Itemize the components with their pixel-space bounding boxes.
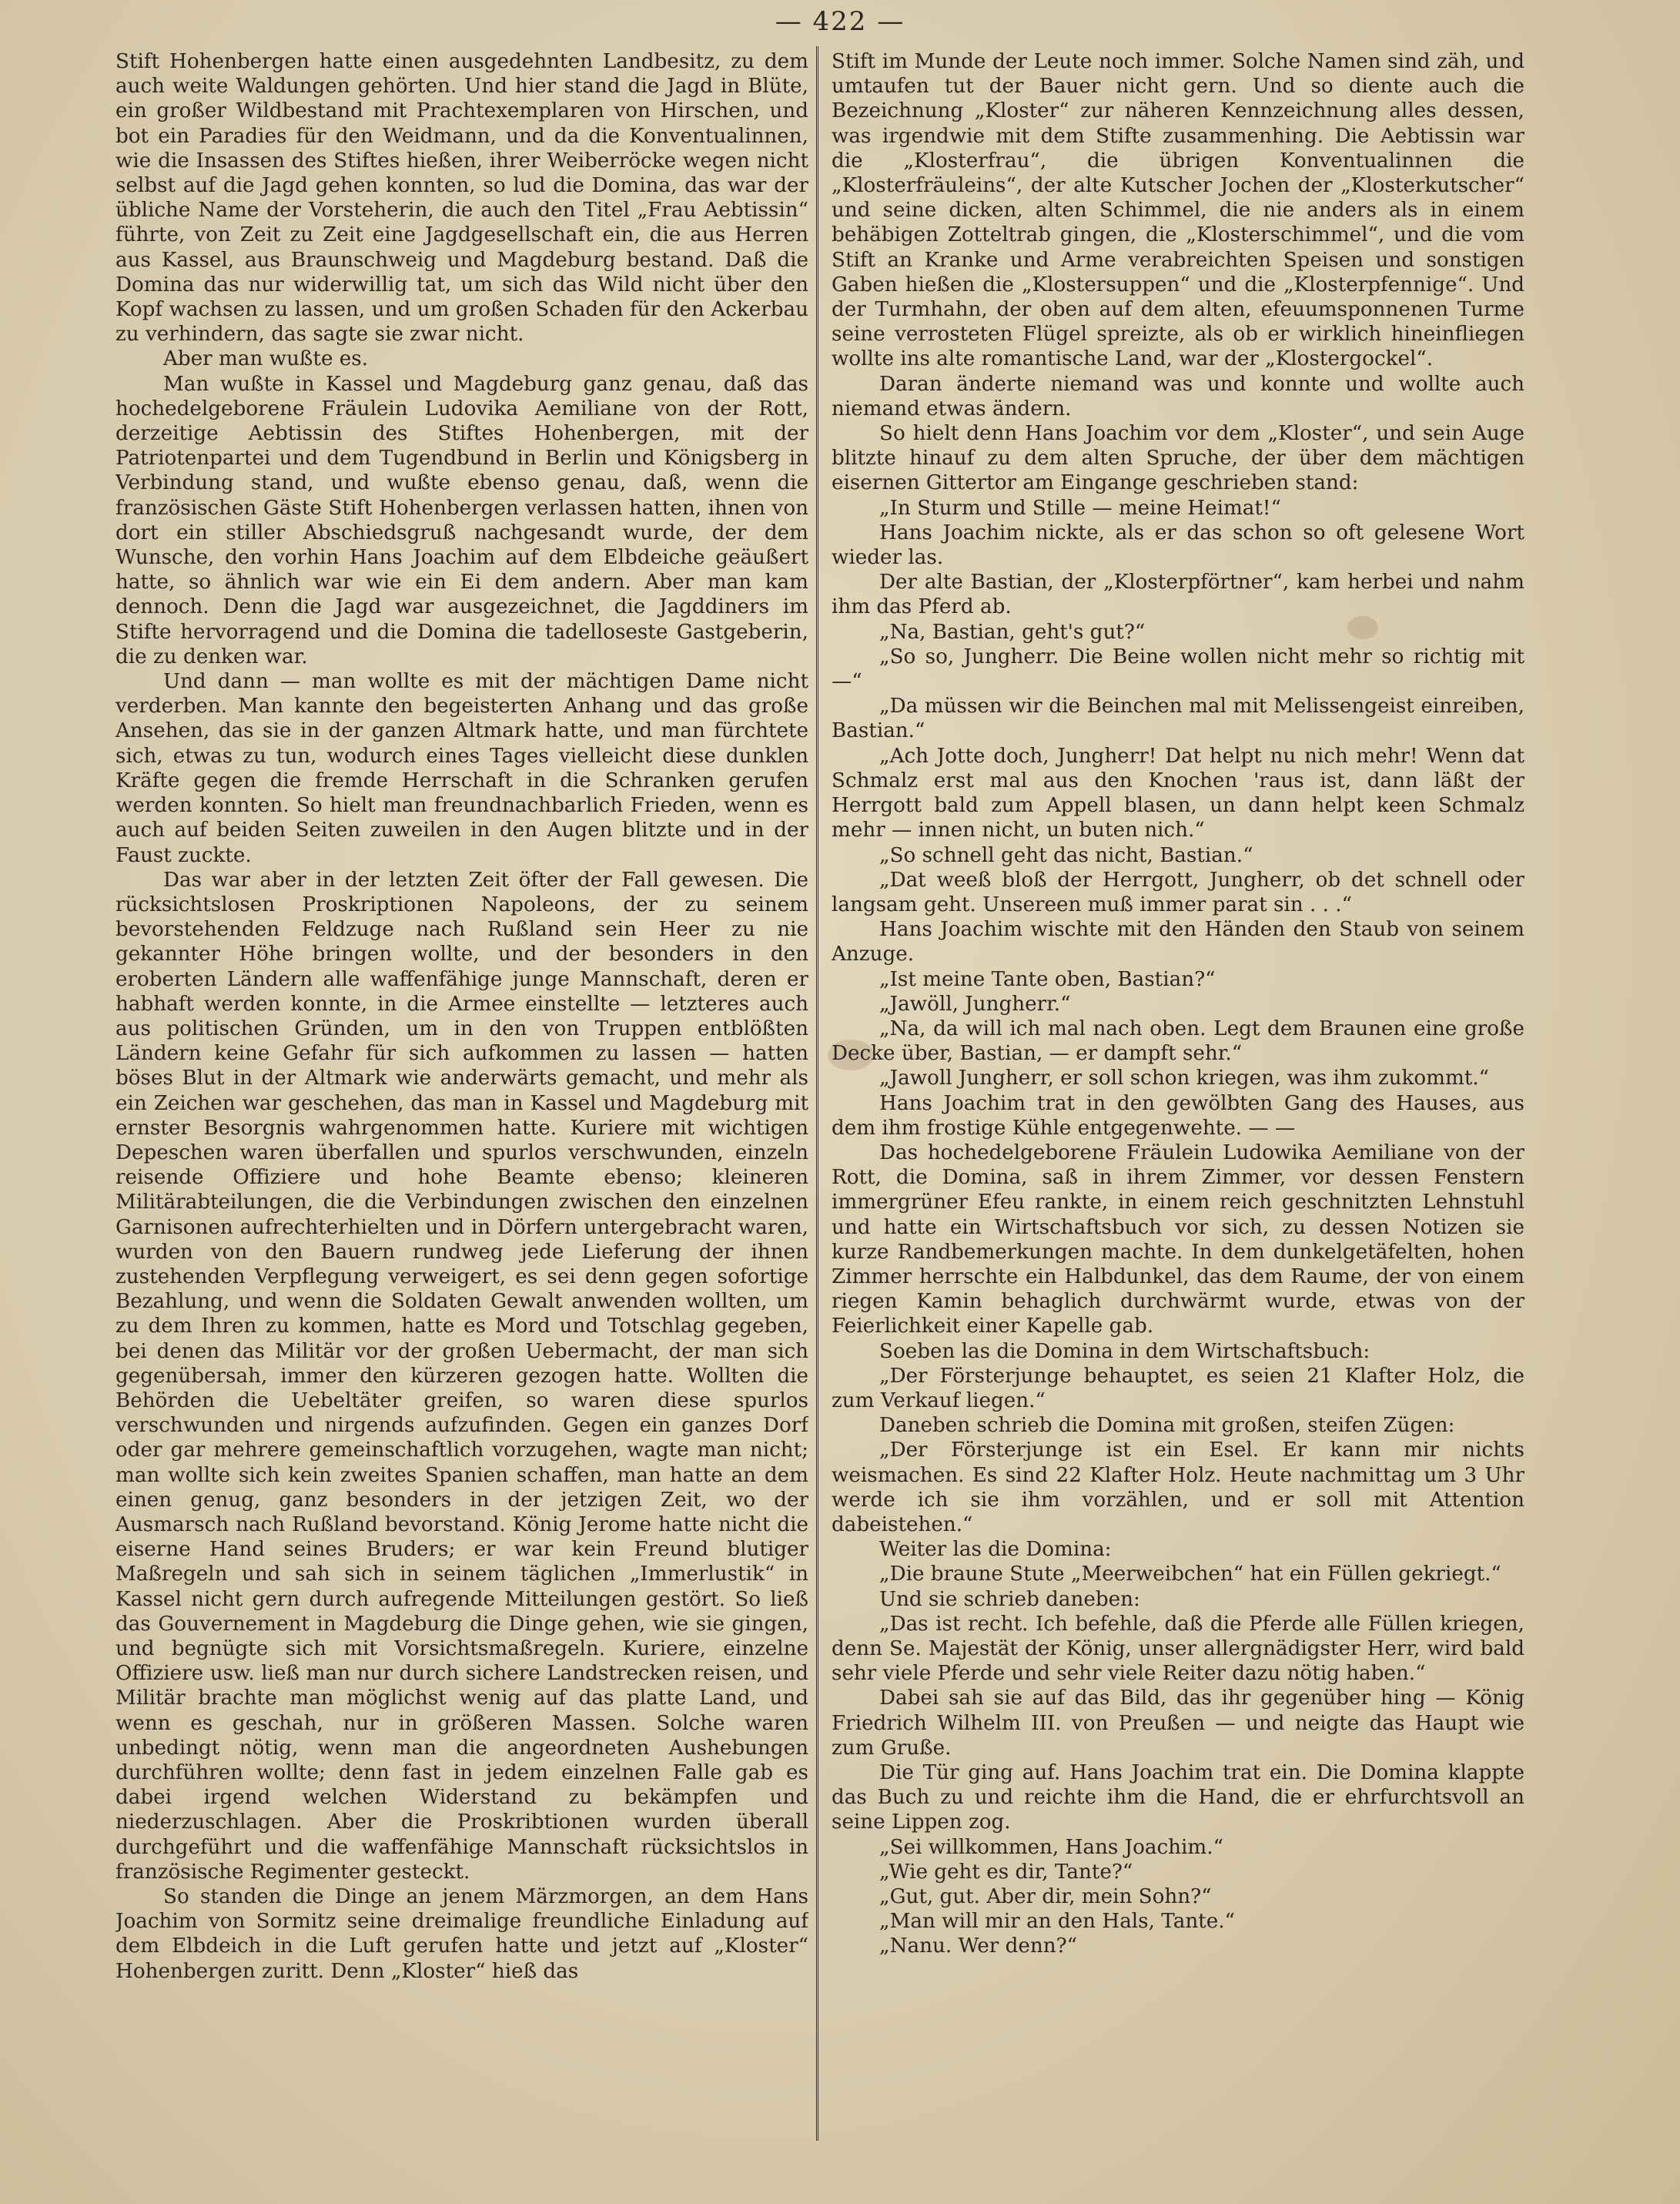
paragraph: Man wußte in Kassel und Magdeburg ganz genau, daß das hochedelgeborene Fräulein Ludovika Aemiliane von der Rott, derzeitige Aebtissin des Stiftes Hohenbergen, mit der Patriotenpartei und dem Tugendbund in Berlin und Königsberg in Verbindung stand, und wußte ebenso genau, daß, wenn die französischen Gäste Stift Hohenbergen verlassen hatten, ihnen von dort ein stiller Abschiedsgruß nachgesandt wurde, der dem Wunsche, den vorhin Hans Joachim auf dem Elbdeiche geäußert hatte, so ähnlich war wie ein Ei dem andern. Aber man kam dennoch. Denn die Jagd war ausgezeichnet, die Jagddiners im Stifte hervorragend und die Domina die tadelloseste Gastgeberin, die zu denken war. bbox=[115, 372, 808, 668]
paragraph: „Der Försterjunge ist ein Esel. Er kann mir nichts weismachen. Es sind 22 Klafter Holz. Heute nachmittag um 3 Uhr werde ich sie ihm vorzählen, und er soll mit Attention dabeistehen.“ bbox=[832, 1439, 1524, 1536]
paragraph: „Na, Bastian, geht's gut?“ bbox=[879, 620, 1146, 644]
paragraph: Und sie schrieb daneben: bbox=[879, 1587, 1140, 1611]
paragraph: So hielt denn Hans Joachim vor dem „Kloster“, und sein Auge blitzte hinauf zu dem alten Spruche, der über dem mächtigen eisernen Gittertor am Eingange geschrieben stand: bbox=[832, 422, 1524, 495]
paragraph: Soeben las die Domina in dem Wirtschaftsbuch: bbox=[879, 1339, 1370, 1363]
paragraph: Die Tür ging auf. Hans Joachim trat ein. Die Domina klappte das Buch zu und reichte ihm die Hand, die er ehrfurchtsvoll an seine Lippen zog. bbox=[832, 1761, 1524, 1834]
paragraph: Aber man wußte es. bbox=[163, 347, 369, 371]
paragraph: „Man will mir an den Hals, Tante.“ bbox=[879, 1910, 1235, 1934]
paragraph: „Da müssen wir die Beinchen mal mit Melissengeist einreiben, Bastian.“ bbox=[832, 695, 1524, 743]
paragraph: Das hochedelgeborene Fräulein Ludowika Aemiliane von der Rott, die Domina, saß in ihrem Zimmer, vor dessen Fenstern immergrüner Efeu rankte, in einem reich geschnitzten Lehnstuhl und hatte ein Wirtschaftsbuch vor sich, zu dessen Notizen sie kurze Randbemerkungen machte. In dem dunkelgetäfelten, hohen Zimmer herrschte ein Halbdunkel, das dem Raume, der von einem riegen Kamin behaglich durchwärmt wurde, etwas von der Feierlichkeit einer Kapelle gab. bbox=[832, 1141, 1524, 1338]
paragraph: „Wie geht es dir, Tante?“ bbox=[879, 1860, 1133, 1884]
paragraph: Das war aber in der letzten Zeit öfter der Fall gewesen. Die rücksichtslosen Proskriptionen Napoleons, der zu seinem bevorstehenden Feldzuge nach Rußland sein Heer zu nie gekannter Höhe bringen wollte, und der besonders in den eroberten Ländern alle waffenfähige junge Mannschaft, deren er habhaft werden konnte, in die Armee einstellte — letzteres auch aus politischen Gründen, um in den von Truppen entblößten Ländern keine Gefahr für sich aufkommen zu lassen — hatten böses Blut in der Altmark wie anderwärts gemacht, und mehr als ein Zeichen war geschehen, das man in Kassel und Magdeburg mit ernster Besorgnis wahrgenommen hatte. Kuriere mit wichtigen Depeschen waren überfallen und spurlos verschwunden, einzeln reisende Offiziere und hohe Beamte ebenso; kleineren Militärabteilungen, die die Verbindungen zwischen den einzelnen Garnisonen aufrechterhielten und in Dörfern untergebracht waren, wurden von den Bauern rundweg jede Lieferung der ihnen zustehenden Verpflegung verweigert, es sei denn gegen sofortige Bezahlung, und wenn die Soldaten Gewalt anwenden wollten, um zu dem Ihren zu kommen, hatte es Mord und Totschlag gegeben, bei denen das Militär vor der großen Uebermacht, der man sich gegenübersah, immer den kürzeren gezogen hatte. Wollten die Behörden die Uebeltäter greifen, so waren diese spurlos verschwunden und nirgends aufzufinden. Gegen ein ganzes Dorf oder gar mehrere gemeinschaftlich vorzugehen, wagte man nicht; man wollte sich kein zweites Spanien schaffen, man hatte an dem einen genug, ganz besonders in der jetzigen Zeit, wo der Ausmarsch nach Rußland bevorstand. König Jerome hatte nicht die eiserne Hand seines Bruders; er war kein Freund blutiger Maßregeln und sah sich in seinem täglichen „Immerlustik“ in Kassel nicht gern durch aufregende Mitteilungen gestört. So ließ das Gouvernement in Magdeburg die Dinge gehen, wie sie gingen, und begnügte sich mit Vorsichtsmaßregeln. Kuriere, einzelne Offiziere usw. ließ man nur durch sichere Landstrecken reisen, und Militär brachte man möglichst wenig auf das platte Land, und wenn es geschah, nur in größeren Massen. Solche waren unbedingt nötig, wenn man die angeordneten Aushebungen durchführen wollte; denn fast in jedem einzelnen Falle gab es dabei irgend welchen Widerstand zu bekämpfen und niederzuschlagen. Aber die Proskribtionen wurden überall durchgeführt und die waffenfähige Mannschaft rücksichtslos in französische Regimenter gesteckt. bbox=[115, 868, 808, 1884]
paragraph: „Gut, gut. Aber dir, mein Sohn?“ bbox=[879, 1885, 1212, 1909]
paragraph: „In Sturm und Stille — meine Heimat!“ bbox=[879, 496, 1281, 520]
paragraph: „Sei willkommen, Hans Joachim.“ bbox=[879, 1835, 1223, 1859]
paragraph: Hans Joachim nickte, als er das schon so oft gelesene Wort wieder las. bbox=[832, 521, 1524, 570]
right-column bbox=[832, 49, 1524, 2144]
paragraph: „Der Försterjunge behauptet, es seien 21 Klafter Holz, die zum Verkauf liegen.“ bbox=[832, 1364, 1524, 1412]
left-column bbox=[115, 49, 808, 2144]
paragraph: Stift im Munde der Leute noch immer. Solche Namen sind zäh, und umtaufen tut der Bauer nicht gern. Und so diente auch die Bezeichnung „Kloster“ zur näheren Kennzeichnung alles dessen, was irgendwie mit dem Stifte zusammenhing. Die Aebtissin war die „Klosterfrau“, die übrigen Konventualinnen die „Klosterfräuleins“, der alte Kutscher Jochen der „Klosterkutscher“ und seine dicken, alten Schimmel, die nie anders als in einem behäbigen Zotteltrab gingen, die „Klosterschimmel“, und die vom Stift an Kranke und Arme verabreichten Speisen und sonstigen Gaben hießen die „Klostersuppen“ und die „Klosterpfennige“. Und der Turmhahn, der oben auf dem alten, efeuumsponnenen Turme seine verrosteten Flügel spreizte, als ob er wirklich hineinfliegen wollte ins alte romantische Land, war der „Klostergockel“. bbox=[832, 50, 1524, 371]
paragraph: Hans Joachim trat in den gewölbten Gang des Hauses, aus dem ihm frostige Kühle entgegenwehte. — — bbox=[832, 1091, 1524, 1140]
paragraph: „Jawoll Jungherr, er soll schon kriegen, was ihm zukommt.“ bbox=[879, 1067, 1490, 1090]
paragraph: „Jawöll, Jungherr.“ bbox=[879, 992, 1071, 1016]
page-number: — 422 — bbox=[775, 6, 905, 37]
paragraph: „Ach Jotte doch, Jungherr! Dat helpt nu nich mehr! Wenn dat Schmalz erst mal aus den Knochen 'raus ist, dann läßt der Herrgott bald zum Appell blasen, un dann helpt keen Schmalz mehr — innen nicht, un buten nich.“ bbox=[832, 744, 1524, 842]
paragraph: „Das ist recht. Ich befehle, daß die Pferde alle Füllen kriegen, denn Se. Majestät der König, unser allergnädigster Herr, wird bald sehr viele Pferde und sehr viele Reiter dazu nötig haben.“ bbox=[832, 1612, 1524, 1686]
paragraph: Der alte Bastian, der „Klosterpförtner“, kam herbei und nahm ihm das Pferd ab. bbox=[832, 571, 1524, 619]
paragraph: Dabei sah sie auf das Bild, das ihr gegenüber hing — König Friedrich Wilhelm III. von Preußen — und neigte das Haupt wie zum Gruße. bbox=[832, 1686, 1524, 1760]
paragraph: „Ist meine Tante oben, Bastian?“ bbox=[879, 967, 1216, 991]
paragraph: „Die braune Stute „Meerweibchen“ hat ein Füllen gekriegt.“ bbox=[879, 1563, 1501, 1586]
paragraph: „So schnell geht das nicht, Bastian.“ bbox=[879, 843, 1253, 867]
paragraph: „Dat weeß bloß der Herrgott, Jungherr, ob det schnell oder langsam geht. Unsereen muß immer parat sin . . .“ bbox=[832, 868, 1524, 916]
paragraph: „Nanu. Wer denn?“ bbox=[879, 1934, 1078, 1958]
paragraph: Daran änderte niemand was und konnte und wollte auch niemand etwas ändern. bbox=[832, 372, 1524, 420]
paragraph: „So so, Jungherr. Die Beine wollen nicht mehr so richtig mit —“ bbox=[832, 645, 1524, 694]
paragraph: Und dann — man wollte es mit der mächtigen Dame nicht verderben. Man kannte den begeisterten Anhang und das große Ansehen, das sie in der ganzen Altmark hatte, und man fürchtete sich, etwas zu tun, wodurch eines Tages vielleicht diese dunklen Kräfte gegen die fremde Herrschaft in die Schranken gerufen werden konnten. So hielt man freundnachbarlich Frieden, wenn es auch auf beiden Seiten zuweilen in den Augen blitzte und in der Faust zuckte. bbox=[115, 670, 808, 867]
paragraph: Stift Hohenbergen hatte einen ausgedehnten Landbesitz, zu dem auch weite Waldungen gehörten. Und hier stand die Jagd in Blüte, ein großer Wildbestand mit Prachtexemplaren von Hirschen, und bot ein Paradies für den Weidmann, und da die Konventualinnen, wie die Insassen des Stiftes hießen, ihrer Weiberröcke wegen nicht selbst auf die Jagd gehen konnten, so lud die Domina, das war der übliche Name der Vorsteherin, die auch den Titel „Frau Aebtissin“ führte, von Zeit zu Zeit eine Jagdgesellschaft ein, die aus Herren aus Kassel, aus Braunschweig und Magdeburg bestand. Daß die Domina das nur widerwillig tat, um sich das Wild nicht über den Kopf wachsen zu lassen, und um großen Schaden für den Ackerbau zu verhindern, das sagte sie zwar nicht. bbox=[115, 50, 808, 347]
paragraph: Hans Joachim wischte mit den Händen den Staub von seinem Anzuge. bbox=[832, 918, 1524, 966]
paragraph: So standen die Dinge an jenem Märzmorgen, an dem Hans Joachim von Sormitz seine dreimalige freundliche Einladung auf dem Elbdeich in die Luft gerufen hatte und jetzt auf „Kloster“ Hohenbergen zuritt. Denn „Kloster“ hieß das bbox=[115, 1885, 808, 1983]
paragraph: Daneben schrieb die Domina mit großen, steifen Zügen: bbox=[879, 1414, 1455, 1438]
paragraph: „Na, da will ich mal nach oben. Legt dem Braunen eine große Decke über, Bastian, — er dampft sehr.“ bbox=[832, 1017, 1524, 1066]
paragraph: Weiter las die Domina: bbox=[879, 1538, 1112, 1562]
column-divider bbox=[816, 46, 818, 2141]
